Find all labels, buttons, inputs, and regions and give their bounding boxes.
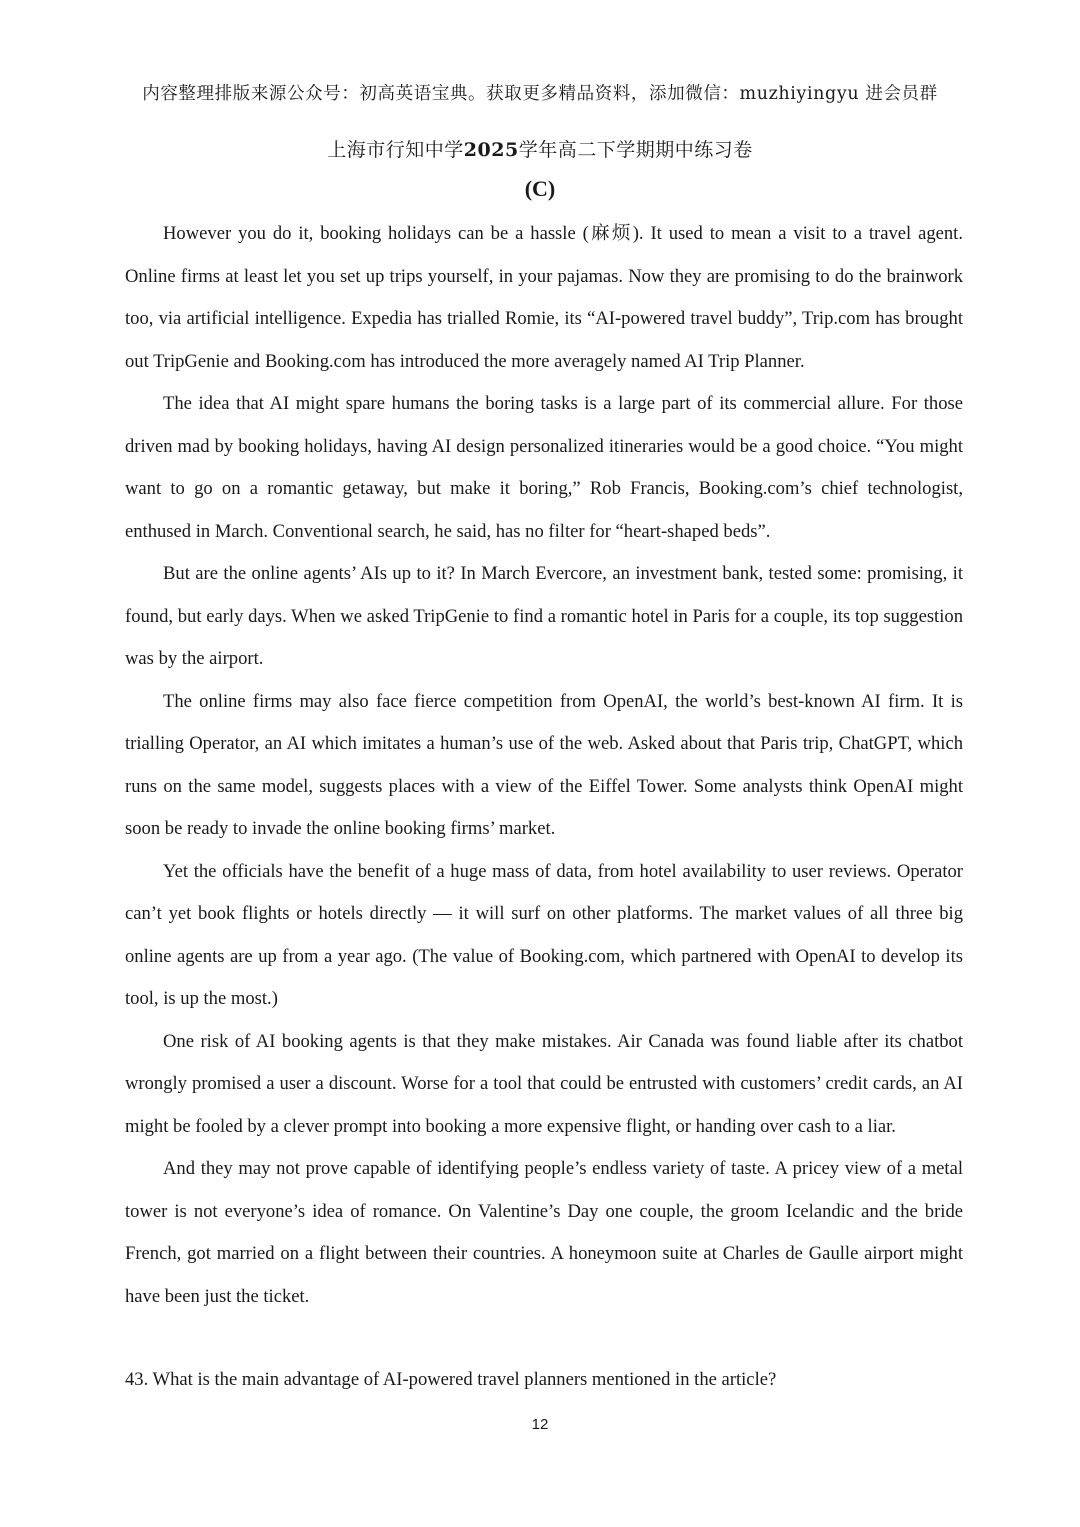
page-number: 12 [531,1416,549,1433]
passage-paragraph-3: But are the online agents’ AIs up to it? In March Evercore, an investment bank, tested some: promising, it found, but early days. When we asked TripGenie to find a romantic hotel in Paris for a couple, its top suggestion was by the airport. [125,563,963,669]
exam-title-prefix: 上海市行知中学 [327,139,464,161]
source-notice: 内容整理排版来源公众号：初高英语宝典。获取更多精品资料，添加微信：muzhiyingyu 进会员群 [142,84,938,104]
exam-title [0,135,1080,162]
passage-paragraph-6: One risk of AI booking agents is that they make mistakes. Air Canada was found liable after its chatbot wrongly promised a user a discount. Worse for a tool that could be entrusted with customers’ credit cards, an AI might be fooled by a clever prompt into booking a more expensive flight, or handing over cash to a liar. [125,1030,963,1137]
passage-paragraph-1: However you do it, booking holidays can be a hassle (麻烦). It used to mean a visit to a travel agent. Online firms at least let you set up trips yourself, in your pajamas. Now they are promising to do the brainwork too, via artificial intelligence. Expedia has trialled Romie, its “AI-powered travel buddy”, Trip.com has brought out TripGenie and Booking.com has introduced the more averagely named AI Trip Planner. [125,223,963,372]
passage-paragraph-4: The online firms may also face fierce competition from OpenAI, the world’s best-known AI firm. It is trialling Operator, an AI which imitates a human’s use of the web. Asked about that Paris trip, ChatGPT, which runs on the same model, suggests places with a view of the Eiffel Tower. Some analysts think OpenAI might soon be ready to invade the online booking firms’ market. [125,690,963,839]
passage-paragraph-2: The idea that AI might spare humans the boring tasks is a large part of its commercial allure. For those driven mad by booking holidays, having AI design personalized itineraries would be a good choice. “You might want to go on a romantic getaway, but make it boring,” Rob Francis, Booking.com’s chief technologist, enthused in March. Conventional search, he said, has no filter for “heart-shaped beds”. [125,393,963,542]
exam-title-suffix: 学年高二下学期期中练习卷 [518,139,753,161]
section-label: (C) [524,176,556,201]
passage-paragraph-7: And they may not prove capable of identifying people’s endless variety of taste. A pricey view of a metal tower is not everyone’s idea of romance. On Valentine’s Day one couple, the groom Icelandic and the bride French, got married on a flight between their countries. A honeymoon suite at Charles de Gaulle airport might have been just the ticket. [125,1158,963,1307]
question-43: 43. What is the main advantage of AI-powered travel planners mentioned in the article? [125,1369,777,1390]
passage-paragraph-5: Yet the officials have the benefit of a huge mass of data, from hotel availability to user reviews. Operator can’t yet book flights or hotels directly — it will surf on other platforms. The market values of all three big online agents are up from a year ago. (The value of Booking.com, which partnered with OpenAI to develop its tool, is up the most.) [125,860,963,1009]
exam-title-year: 2025 [463,139,519,161]
passage [125,213,963,1318]
